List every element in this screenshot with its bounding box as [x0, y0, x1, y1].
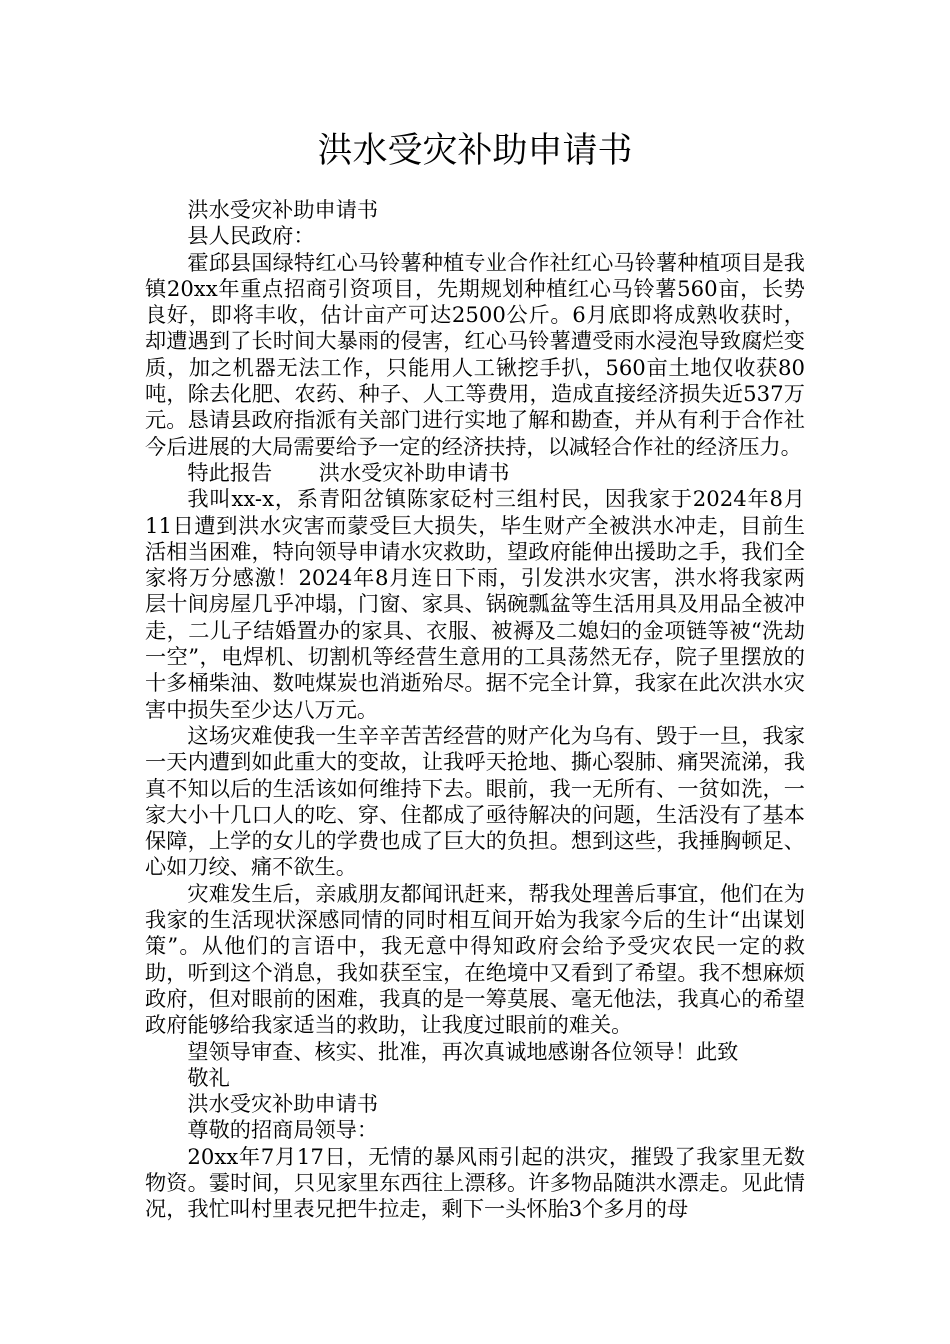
report-label: 特此报告 [187, 459, 273, 485]
document-body [145, 197, 805, 1223]
paragraph-report-line [145, 460, 805, 486]
paragraph: 霍邱县国绿特红心马铃薯种植专业合作社红心马铃薯种植项目是我镇20xx年重点招商引资项目，先期规划种植红心马铃薯560亩，长势良好，即将丰收，估计亩产可达2500公斤。6月底即将成熟收获时，却遭遇到了长时间大暴雨的侵害，红心马铃薯遭受雨水浸泡导致腐烂变质，加之机器无法工作，只能用人工锹挖手扒，560亩土地仅收获80吨，除去化肥、农药、种子、人工等费用，造成直接经济损失近537万元。恳请县政府指派有关部门进行实地了解和勘查，并从有利于合作社今后进展的大局需要给予一定的经济扶持，以减轻合作社的经济压力。 [145, 249, 805, 459]
document-title: 洪水受灾补助申请书 [317, 131, 633, 171]
paragraph-closing: 敬礼 [187, 1064, 230, 1090]
paragraph-heading: 洪水受灾补助申请书 [187, 1091, 379, 1117]
paragraph: 20xx年7月17日，无情的暴风雨引起的洪灾，摧毁了我家里无数物资。霎时间，只见家里东西往上漂移。许多物品随洪水漂走。见此情况，我忙叫村里表兄把牛拉走，剩下一头怀胎3个多月的母 [145, 1143, 805, 1222]
paragraph-salutation: 县人民政府： [187, 223, 315, 249]
paragraph: 这场灾难使我一生辛辛苦苦经营的财产化为乌有、毁于一旦，我家一天内遭到如此重大的变故，让我呼天抢地、撕心裂肺、痛哭流涕，我真不知以后的生活该如何维持下去。眼前，我一无所有、一贫如洗，一家大小十几口人的吃、穿、住都成了亟待解决的问题，生活没有了基本保障，上学的女儿的学费也成了巨大的负担。想到这些，我捶胸顿足、心如刀绞、痛不欲生。 [145, 722, 805, 880]
paragraph: 我叫xx-x，系青阳岔镇陈家砭村三组村民，因我家于2024年8月11日遭到洪水灾害而蒙受巨大损失，毕生财产全被洪水冲走，目前生活相当困难，特向领导申请水灾救助，望政府能伸出援助之手，我们全家将万分感激！2024年8月连日下雨，引发洪水灾害，洪水将我家两层十间房屋几乎冲塌，门窗、家具、锅碗瓢盆等生活用具及用品全被冲走，二儿子结婚置办的家具、衣服、被褥及二媳妇的金项链等被“洗劫一空”，电焊机、切割机等经营生意用的工具荡然无存，院子里摆放的十多桶柴油、数吨煤炭也消逝殆尽。据不完全计算，我家在此次洪水灾害中损失至少达八万元。 [145, 486, 805, 722]
report-heading: 洪水受灾补助申请书 [318, 459, 510, 485]
paragraph: 灾难发生后，亲戚朋友都闻讯赶来，帮我处理善后事宜，他们在为我家的生活现状深感同情的同时相互间开始为我家今后的生计“出谋划策”。从他们的言语中，我无意中得知政府会给予受灾农民一定的救助，听到这个消息，我如获至宝，在绝境中又看到了希望。我不想麻烦政府，但对眼前的困难，我真的是一筹莫展、毫无他法，我真心的希望政府能够给我家适当的救助，让我度过眼前的难关。 [145, 880, 805, 1038]
paragraph-salutation: 尊敬的招商局领导： [187, 1117, 379, 1143]
paragraph: 望领导审查、核实、批准，再次真诚地感谢各位领导！此致 [187, 1038, 739, 1064]
paragraph-heading: 洪水受灾补助申请书 [187, 197, 379, 222]
